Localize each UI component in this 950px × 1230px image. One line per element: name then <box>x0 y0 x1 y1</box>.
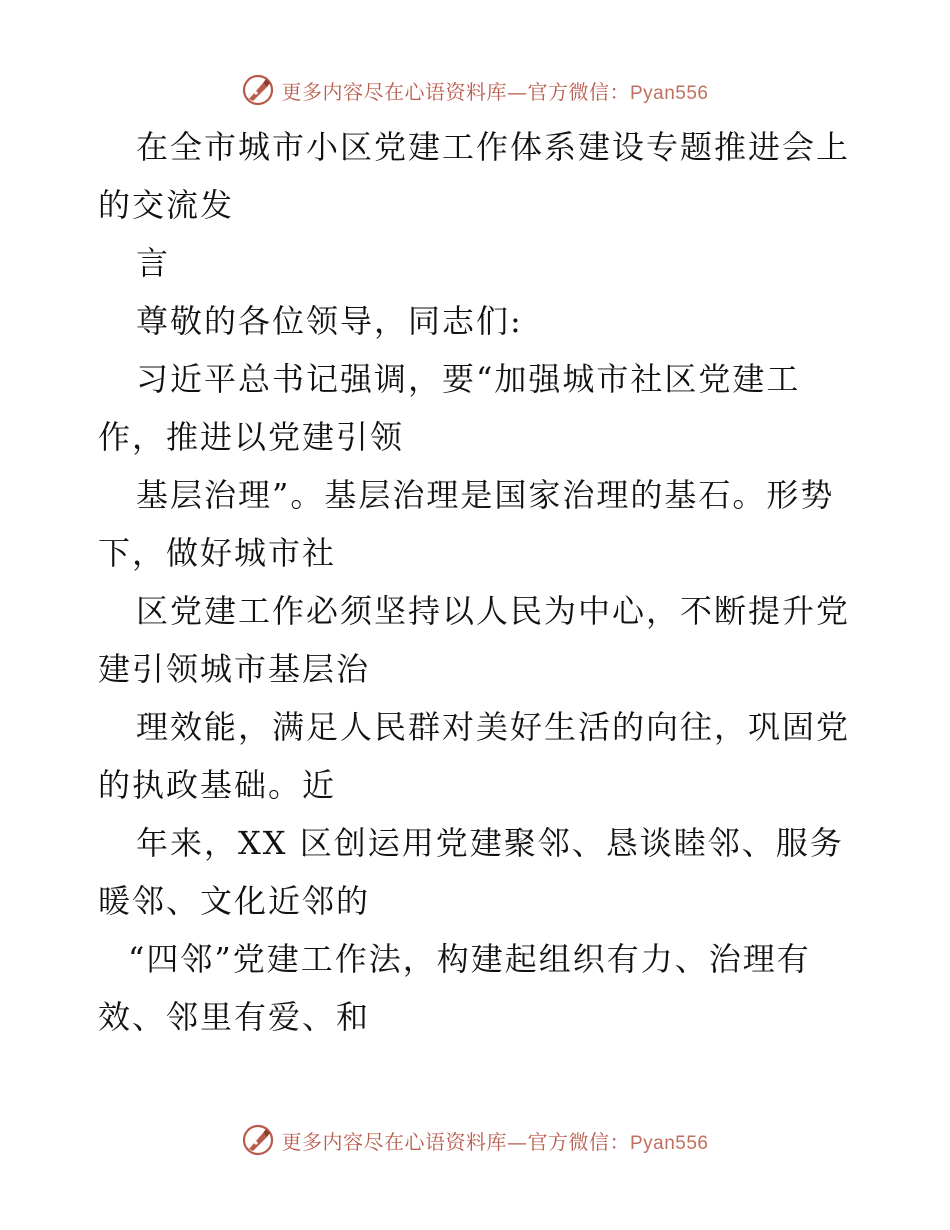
paragraph-line: 理效能，满足人民群对美好生活的向往，巩固党 <box>136 708 851 746</box>
paragraph-line: 基层治理”。基层治理是国家治理的基石。形势 <box>136 476 835 514</box>
footer-watermark <box>0 1120 950 1160</box>
header-watermark-inner <box>241 73 708 107</box>
paragraph-line: 建引领城市基层治 <box>98 650 371 688</box>
paragraph-line: 暖邻、文化近邻的 <box>98 882 371 920</box>
title-line-2: 的交流发 <box>98 186 235 224</box>
watermark-text-en: Pyan556 <box>629 82 709 104</box>
paragraph-line: 下，做好城市社 <box>98 534 337 572</box>
header-watermark <box>0 70 950 110</box>
watermark-text-cn: 更多内容尽在心语资料库—官方微信： <box>281 1129 630 1154</box>
paragraph-line: 效、邻里有爱、和 <box>98 998 371 1036</box>
watermark-text <box>281 76 708 105</box>
watermark-text <box>281 1126 708 1155</box>
footer-watermark-inner <box>241 1123 708 1157</box>
salutation: 尊敬的各位领导，同志们: <box>136 302 523 340</box>
watermark-text-en: Pyan556 <box>629 1132 709 1154</box>
paragraph-line: 作，推进以党建引领 <box>98 418 405 456</box>
watermark-text-cn: 更多内容尽在心语资料库—官方微信： <box>281 79 630 104</box>
pen-nib-circle-icon <box>241 1123 275 1157</box>
paragraph-line: 的执政基础。近 <box>98 766 337 804</box>
paragraph-line: “四邻”党建工作法，构建起组织有力、治理有 <box>128 940 811 978</box>
title-line-1: 在全市城市小区党建工作体系建设专题推进会上 <box>136 128 851 166</box>
paragraph-line: 习近平总书记强调，要“加强城市社区党建工 <box>136 360 801 398</box>
paragraph-line: 区党建工作必须坚持以人民为中心，不断提升党 <box>136 592 851 630</box>
title-line-3: 言 <box>136 244 171 282</box>
document-body <box>98 118 858 1046</box>
pen-nib-circle-icon <box>241 73 275 107</box>
paragraph-line: 年来，XX 区创运用党建聚邻、恳谈睦邻、服务 <box>136 824 844 862</box>
